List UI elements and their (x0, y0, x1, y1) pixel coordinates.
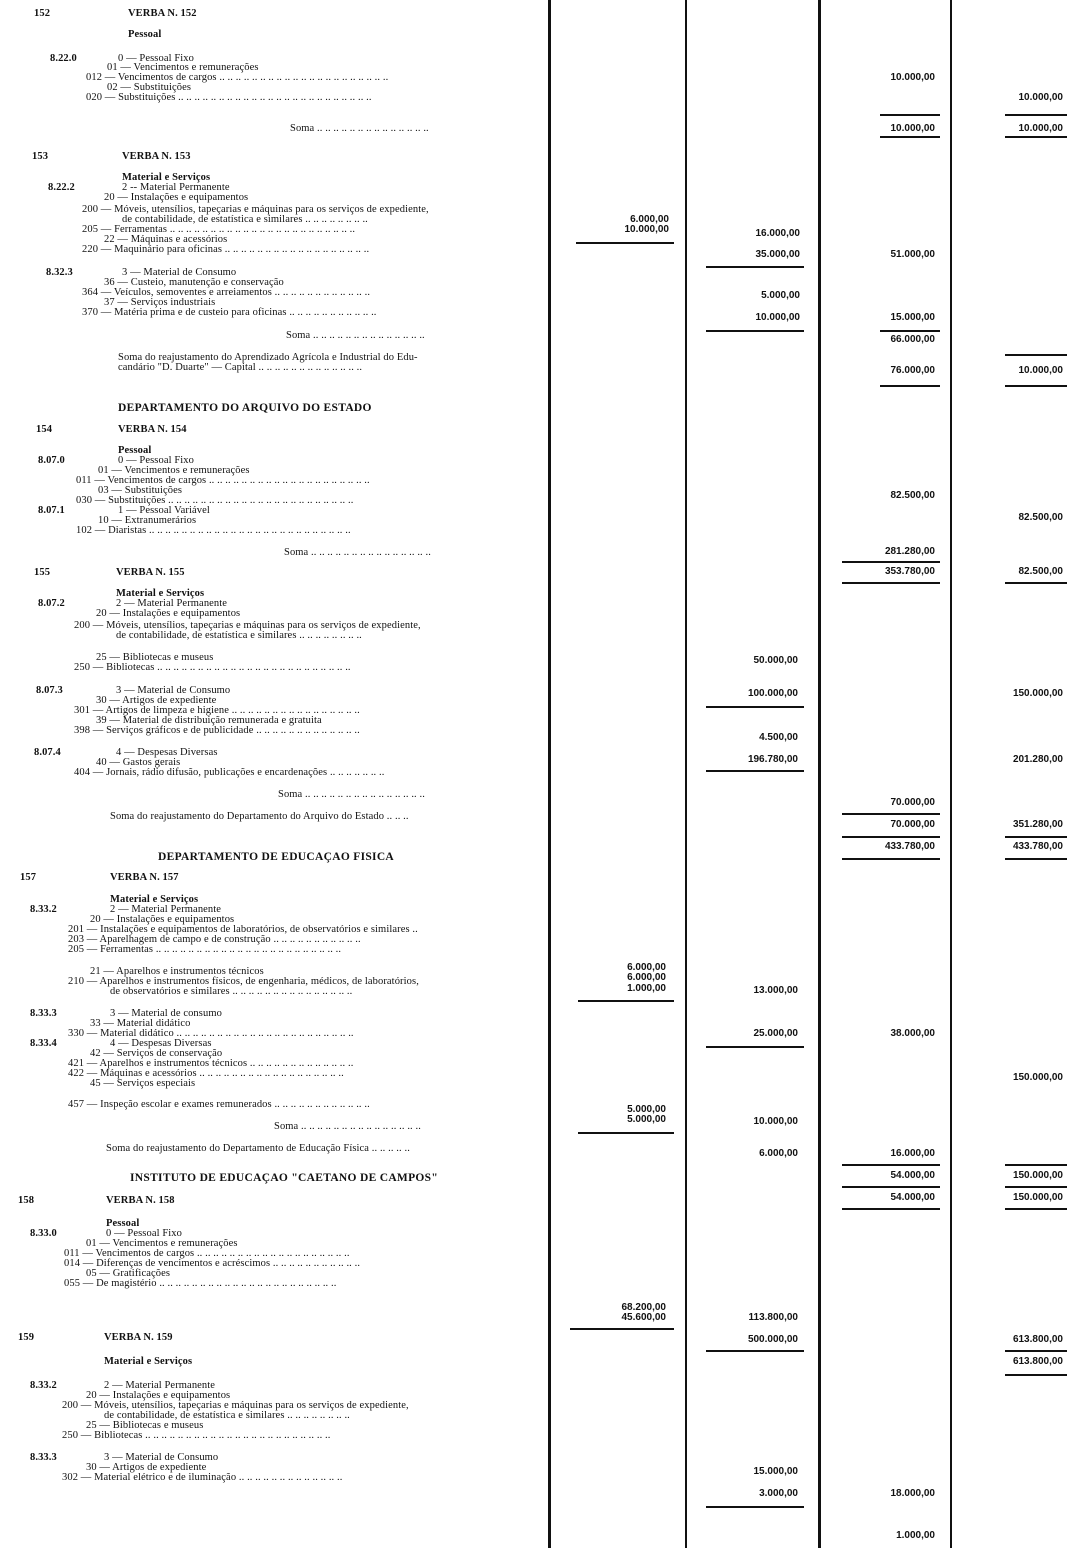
amount-value: 10.000,00 (624, 224, 669, 235)
amount-value: 6.000,00 (627, 962, 666, 973)
amount-value: 82.500,00 (1018, 566, 1063, 577)
text-line: candário "D. Duarte" — Capital .. .. .. .. .. .. .. .. .. .. .. .. .. (118, 362, 363, 373)
text-line: 011 — Vencimentos de cargos .. .. .. .. .. .. .. .. .. .. .. .. .. .. .. .. .. .. .. .. (76, 475, 370, 486)
text-line: 364 — Veículos, semoventes e arreiamentos .. .. .. .. .. .. .. .. .. .. .. .. (82, 287, 371, 298)
text-line: 1 — Pessoal Variável (118, 505, 210, 516)
amount-value: 1.000,00 (627, 983, 666, 994)
text-line: 8.07.1 (38, 505, 65, 516)
text-line: 8.32.3 (46, 267, 73, 278)
amount-value: 68.200,00 (621, 1302, 666, 1313)
text-line: 030 — Substituições .. .. .. .. .. .. .. .. .. .. .. .. .. .. .. .. .. .. .. .. .. .. .. (76, 495, 354, 506)
text-line: 02 — Substituições (107, 82, 192, 93)
text-line: 3 — Material de consumo (110, 1008, 222, 1019)
text-line: 22 — Máquinas e acessórios (104, 234, 228, 245)
text-line: 20 — Instalações e equipamentos (86, 1390, 231, 1401)
text-line: 201 — Instalações e equipamentos de laboratórios, de observatórios e similares .. (68, 924, 418, 935)
text-line: Soma .. .. .. .. .. .. .. .. .. .. .. .. .. .. (290, 123, 429, 134)
text-line: Soma do reajustamento do Departamento do Arquivo do Estado .. .. .. (110, 811, 409, 822)
text-line: 30 — Artigos de expediente (96, 695, 217, 706)
amount-value: 82.500,00 (1018, 512, 1063, 523)
amount-value: 16.000,00 (890, 1148, 935, 1159)
text-line: 012 — Vencimentos de cargos .. .. .. .. .. .. .. .. .. .. .. .. .. .. .. .. .. .. .. .. .. (86, 72, 389, 83)
text-line: 421 — Aparelhos e instrumentos técnicos .. .. .. .. .. .. .. .. .. .. .. .. .. (68, 1058, 354, 1069)
text-line: Pessoal (118, 445, 152, 456)
text-line: DEPARTAMENTO DO ARQUIVO DO ESTADO (118, 403, 372, 414)
amount-value: 6.000,00 (630, 214, 669, 225)
text-line: 21 — Aparelhos e instrumentos técnicos (90, 966, 264, 977)
text-line: 39 — Material de distribuição remunerada e gratuita (96, 715, 322, 726)
text-line: 05 — Gratificações (86, 1268, 171, 1279)
text-line: 205 — Ferramentas .. .. .. .. .. .. .. .. .. .. .. .. .. .. .. .. .. .. .. .. .. .. .. (82, 224, 356, 235)
text-line: 203 — Aparelhagem de campo e de construção .. .. .. .. .. .. .. .. .. .. .. (68, 934, 361, 945)
text-line: VERBA N. 158 (106, 1195, 175, 1206)
amount-value: 351.280,00 (1012, 819, 1063, 830)
text-line: 8.33.0 (30, 1228, 57, 1239)
text-line: 301 — Artigos de limpeza e higiene .. .. .. .. .. .. .. .. .. .. .. .. .. .. .. .. (74, 705, 360, 716)
amount-value: 35.000,00 (755, 249, 800, 260)
text-line: 8.33.3 (30, 1008, 57, 1019)
text-line: VERBA N. 153 (122, 151, 191, 162)
text-line: Pessoal (128, 29, 162, 40)
text-line: 36 — Custeio, manutenção e conservação (104, 277, 284, 288)
amount-value: 353.780,00 (884, 566, 935, 577)
text-line: 370 — Matéria prima e de custeio para oficinas .. .. .. .. .. .. .. .. .. .. .. (82, 307, 377, 318)
amount-value: 613.800,00 (1012, 1356, 1063, 1367)
text-line: 014 — Diferenças de vencimentos e acréscimos .. .. .. .. .. .. .. .. .. .. .. (64, 1258, 361, 1269)
amount-value: 281.280,00 (884, 546, 935, 557)
amount-value: 10.000,00 (890, 72, 935, 83)
text-line: 8.33.3 (30, 1452, 57, 1463)
amount-value: 5.000,00 (761, 290, 800, 301)
text-line: 30 — Artigos de expediente (86, 1462, 207, 1473)
text-line: 2 — Material Permanente (110, 904, 222, 915)
amount-value: 70.000,00 (890, 797, 935, 808)
text-line: 25 — Bibliotecas e museus (86, 1420, 204, 1431)
amount-value: 82.500,00 (890, 490, 935, 501)
text-line: DEPARTAMENTO DE EDUCAÇÃO FÍSICA (158, 852, 395, 863)
amount-value: 196.780,00 (747, 754, 798, 765)
text-line: VERBA N. 157 (110, 872, 179, 883)
text-line: 020 — Substituições .. .. .. .. .. .. .. .. .. .. .. .. .. .. .. .. .. .. .. .. .. .. .. .. (86, 92, 372, 103)
text-line: 20 — Instalações e equipamentos (104, 192, 249, 203)
amount-value: 3.000,00 (759, 1488, 798, 1499)
text-line: 200 — Móveis, utensílios, tapeçarias e máquinas para os serviços de expediente, (82, 204, 429, 215)
text-line: 20 — Instalações e equipamentos (90, 914, 235, 925)
amount-value: 150.000,00 (1012, 1170, 1063, 1181)
amount-value: 1.000,00 (896, 1530, 935, 1541)
amount-value: 50.000,00 (753, 655, 798, 666)
text-line: 302 — Material elétrico e de iluminação .. .. .. .. .. .. .. .. .. .. .. .. .. (62, 1472, 343, 1483)
text-line: 205 — Ferramentas .. .. .. .. .. .. .. .. .. .. .. .. .. .. .. .. .. .. .. .. .. .. .. (68, 944, 342, 955)
amount-value: 10.000,00 (1018, 92, 1063, 103)
amount-value: 10.000,00 (890, 123, 935, 134)
amount-value: 18.000,00 (890, 1488, 935, 1499)
amount-value: 113.800,00 (748, 1312, 798, 1323)
text-line: Soma .. .. .. .. .. .. .. .. .. .. .. .. .. .. .. (284, 547, 431, 558)
text-line: 250 — Bibliotecas .. .. .. .. .. .. .. .. .. .. .. .. .. .. .. .. .. .. .. .. .. .. .. (62, 1430, 331, 1441)
amount-value: 10.000,00 (1018, 365, 1063, 376)
text-line: 42 — Serviços de conservação (90, 1048, 223, 1059)
text-line: Soma do reajustamento do Aprendizado Agrícola e Industrial do Edu- (118, 352, 418, 363)
text-line: 210 — Aparelhos e instrumentos físicos, de engenharia, médicos, de laboratórios, (68, 976, 419, 987)
text-line: VERBA N. 154 (118, 424, 187, 435)
text-line: 4 — Despesas Diversas (110, 1038, 212, 1049)
text-line: 055 — De magistério .. .. .. .. .. .. .. .. .. .. .. .. .. .. .. .. .. .. .. .. .. .. (64, 1278, 337, 1289)
text-line: 157 (20, 872, 37, 883)
text-line: Pessoal (106, 1218, 140, 1229)
text-line: Material e Serviços (116, 588, 205, 599)
amount-value: 6.000,00 (627, 972, 666, 983)
amount-value: 4.500,00 (759, 732, 798, 743)
text-line: 200 — Móveis, utensílios, tapeçarias e máquinas para os serviços de expediente, (74, 620, 421, 631)
text-line: 37 — Serviços industriais (104, 297, 216, 308)
text-line: 45 — Serviços especiais (90, 1078, 196, 1089)
text-line: 330 — Material didático .. .. .. .. .. .. .. .. .. .. .. .. .. .. .. .. .. .. .. .. .. .. (68, 1028, 354, 1039)
amount-value: 66.000,00 (890, 334, 935, 345)
amount-value: 201.280,00 (1012, 754, 1063, 765)
text-line: 01 — Vencimentos e remunerações (98, 465, 250, 476)
text-line: 8.33.4 (30, 1038, 57, 1049)
text-line: de observatórios e similares .. .. .. .. .. .. .. .. .. .. .. .. .. .. .. (110, 986, 353, 997)
text-line: 33 — Material didático (90, 1018, 191, 1029)
text-line: Material e Serviços (122, 172, 211, 183)
amount-value: 5.000,00 (627, 1104, 666, 1115)
text-line: 0 — Pessoal Fixo (106, 1228, 182, 1239)
text-line: 398 — Serviços gráficos e de publicidade .. .. .. .. .. .. .. .. .. .. .. .. .. (74, 725, 360, 736)
text-line: 8.33.2 (30, 1380, 57, 1391)
text-line: Material e Serviços (104, 1356, 193, 1367)
column-rule-4 (950, 0, 952, 1548)
text-line: 01 — Vencimentos e remunerações (86, 1238, 238, 1249)
text-line: 2 — Material Permanente (104, 1380, 216, 1391)
amount-value: 25.000,00 (753, 1028, 798, 1039)
amount-value: 6.000,00 (759, 1148, 798, 1159)
text-line: 3 — Material de Consumo (104, 1452, 219, 1463)
text-line: Material e Serviços (110, 894, 199, 905)
amount-value: 70.000,00 (890, 819, 935, 830)
text-line: 102 — Diaristas .. .. .. .. .. .. .. .. .. .. .. .. .. .. .. .. .. .. .. .. .. .. .. .. .. (76, 525, 351, 536)
text-line: 8.07.3 (36, 685, 63, 696)
amount-value: 100.000,00 (747, 688, 798, 699)
text-line: Soma .. .. .. .. .. .. .. .. .. .. .. .. .. .. (286, 330, 425, 341)
text-line: 153 (32, 151, 49, 162)
text-line: 011 — Vencimentos de cargos .. .. .. .. .. .. .. .. .. .. .. .. .. .. .. .. .. .. .. (64, 1248, 350, 1259)
text-line: 3 — Material de Consumo (116, 685, 231, 696)
text-line: 8.33.2 (30, 904, 57, 915)
text-line: 8.22.0 (50, 53, 77, 64)
text-line: 155 (34, 567, 51, 578)
amount-value: 500.000,00 (747, 1334, 798, 1345)
text-line: 200 — Móveis, utensílios, tapeçarias e máquinas para os serviços de expediente, (62, 1400, 409, 1411)
text-line: 152 (34, 8, 51, 19)
text-line: VERBA N. 152 (128, 8, 197, 19)
text-line: 3 — Material de Consumo (122, 267, 237, 278)
text-line: 10 — Extranumerários (98, 515, 197, 526)
text-line: 422 — Máquinas e acessórios .. .. .. .. .. .. .. .. .. .. .. .. .. .. .. .. .. .. (68, 1068, 344, 1079)
text-line: de contabilidade, de estatística e similares .. .. .. .. .. .. .. .. (104, 1410, 350, 1421)
text-line: 20 — Instalações e equipamentos (96, 608, 241, 619)
text-line: 154 (36, 424, 53, 435)
amount-value: 10.000,00 (753, 1116, 798, 1127)
text-line: de contabilidade, de estatística e similares .. .. .. .. .. .. .. .. (116, 630, 362, 641)
text-line: 404 — Jornais, rádio difusão, publicações e encardenações .. .. .. .. .. .. .. (74, 767, 385, 778)
amount-value: 76.000,00 (890, 365, 935, 376)
text-line: INSTITUTO DE EDUCAÇÃO "CAETANO DE CAMPOS" (130, 1173, 439, 1184)
text-line: 0 — Pessoal Fixo (118, 455, 194, 466)
text-line: 2 — Material Permanente (116, 598, 228, 609)
text-line: 4 — Despesas Diversas (116, 747, 218, 758)
text-line: 8.07.2 (38, 598, 65, 609)
amount-value: 13.000,00 (753, 985, 798, 996)
text-line: 01 — Vencimentos e remunerações (107, 62, 259, 73)
amount-value: 38.000,00 (890, 1028, 935, 1039)
text-line: 8.07.4 (34, 747, 61, 758)
text-line: 40 — Gastos gerais (96, 757, 181, 768)
column-rule-3 (818, 0, 821, 1548)
amount-value: 45.600,00 (621, 1312, 666, 1323)
amount-value: 150.000,00 (1012, 688, 1063, 699)
amount-value: 613.800,00 (1012, 1334, 1063, 1345)
text-line: Soma do reajustamento do Departamento de Educação Física .. .. .. .. .. (106, 1143, 410, 1154)
text-line: 158 (18, 1195, 35, 1206)
text-line: Soma .. .. .. .. .. .. .. .. .. .. .. .. .. .. .. (274, 1121, 421, 1132)
amount-value: 150.000,00 (1012, 1072, 1063, 1083)
text-line: VERBA N. 155 (116, 567, 185, 578)
text-line: 250 — Bibliotecas .. .. .. .. .. .. .. .. .. .. .. .. .. .. .. .. .. .. .. .. .. .. .. .. (74, 662, 351, 673)
text-line: 25 — Bibliotecas e museus (96, 652, 214, 663)
amount-value: 16.000,00 (755, 228, 800, 239)
amount-value: 10.000,00 (1018, 123, 1063, 134)
amount-value: 54.000,00 (890, 1170, 935, 1181)
amount-value: 433.780,00 (1012, 841, 1063, 852)
text-line: 8.07.0 (38, 455, 65, 466)
text-line: 457 — Inspeção escolar e exames remunerados .. .. .. .. .. .. .. .. .. .. .. .. (68, 1099, 370, 1110)
text-line: 220 — Maquinário para oficinas .. .. .. .. .. .. .. .. .. .. .. .. .. .. .. .. .. .. (82, 244, 370, 255)
amount-value: 150.000,00 (1012, 1192, 1063, 1203)
text-line: 159 (18, 1332, 35, 1343)
amount-value: 15.000,00 (753, 1466, 798, 1477)
text-line: Soma .. .. .. .. .. .. .. .. .. .. .. .. .. .. .. (278, 789, 425, 800)
amount-value: 15.000,00 (890, 312, 935, 323)
text-line: 8.22.2 (48, 182, 75, 193)
amount-value: 10.000,00 (755, 312, 800, 323)
amount-value: 51.000,00 (890, 249, 935, 260)
text-line: 0 — Pessoal Fixo (118, 53, 194, 64)
amount-value: 54.000,00 (890, 1192, 935, 1203)
text-line: VERBA N. 159 (104, 1332, 173, 1343)
text-line: de contabilidade, de estatística e similares .. .. .. .. .. .. .. .. (122, 214, 368, 225)
amount-value: 5.000,00 (627, 1114, 666, 1125)
text-line: 2 -- Material Permanente (122, 182, 230, 193)
amount-value: 433.780,00 (884, 841, 935, 852)
text-line: 03 — Substituições (98, 485, 183, 496)
